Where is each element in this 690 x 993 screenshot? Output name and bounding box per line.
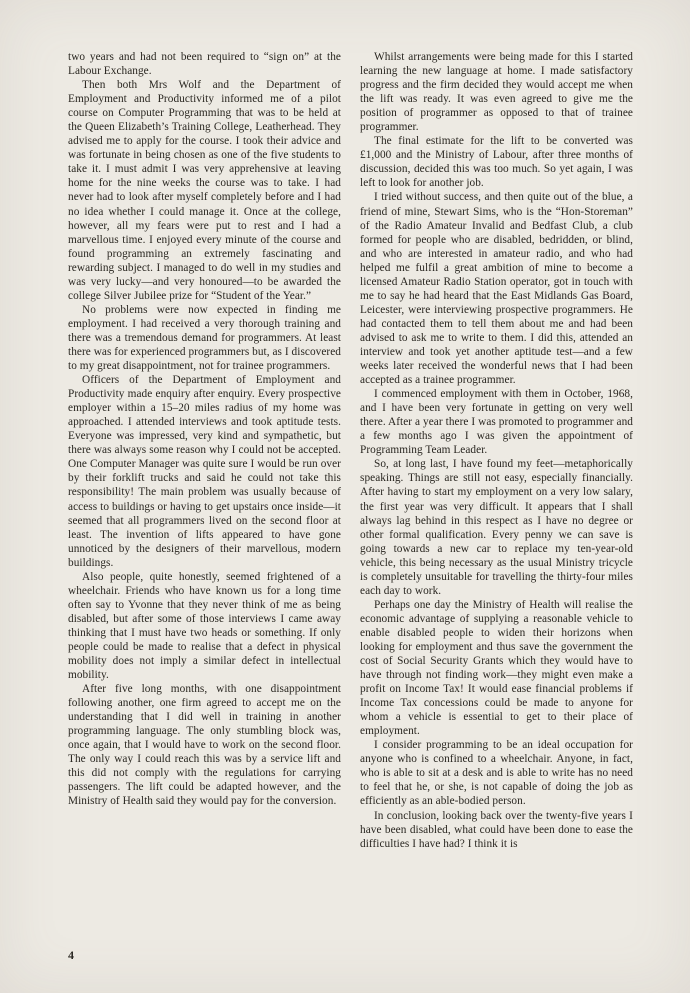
- text-columns: [68, 50, 633, 851]
- page-number: 4: [68, 948, 74, 962]
- paragraph: After five long months, with one disappointment following another, one firm agreed to accept me on the understanding that I did well in training in another programming language. The only stumbling block was, once again, that I would have to work on the second floor. The only way I could reach this was by a service lift and this did not comply with the regulations for carrying passengers. The lift could be adapted however, and the Ministry of Health said they would pay for the conversion.: [68, 683, 341, 808]
- left-column: [68, 50, 341, 851]
- paragraph: I commenced employment with them in October, 1968, and I have been very fortunate in getting on very well there. After a year there I was promoted to programmer and a few months ago I was given the appointment of Programming Team Leader.: [360, 388, 633, 457]
- paragraph: So, at long last, I have found my feet—metaphorically speaking. Things are still not easy, especially financially. After having to start my employment on a very low salary, the first year was very difficult. It appears that I shall always lag behind in this respect as I have no degree or other formal qualification. Every penny we can save is going towards a new car to replace my ten-year-old vehicle, this being necessary as the usual Ministry tricycle is completely unsuitable for travelling the thirty-four miles each day to work.: [360, 458, 633, 597]
- paragraph: I consider programming to be an ideal occupation for anyone who is confined to a wheelchair. Anyone, in fact, who is able to sit at a desk and is able to write has no need to feel that he, or she, is not capable of doing the job as efficiently as an able-bodied person.: [360, 739, 633, 808]
- paragraph: I tried without success, and then quite out of the blue, a friend of mine, Stewart Sims, who is the “Hon-Storeman” of the Radio Amateur Invalid and Bedfast Club, a club formed for people who are disabled, bedridden, or blind, and who are interested in amateur radio, and who had helped me fulfil a great ambition of mine to become a licensed Amateur Radio Station operator, got in touch with me to say he had heard that the East Midlands Gas Board, Leicester, were interviewing prospective programmers. He had contacted them to tell them about me and had been advised to ask me to write to them. I did this, attended an interview and took yet another aptitude test—and a few weeks later received the wonderful news that I had been accepted as a trainee programmer.: [360, 191, 633, 387]
- paragraph: Perhaps one day the Ministry of Health will realise the economic advantage of supplying a reasonable vehicle to enable disabled people to widen their horizons when looking for employment and thus save the government the cost of Social Security Grants which they would have to have through not finding work—they might even make a profit on Income Tax! It would ease financial problems if Income Tax concessions could be made to anyone for whom a vehicle is essential to get to their place of employment.: [360, 598, 633, 738]
- paragraph: two years and had not been required to “sign on” at the Labour Exchange.: [68, 51, 341, 78]
- right-column: [360, 50, 633, 851]
- paragraph: Whilst arrangements were being made for this I started learning the new language at home. I made satisfactory progress and the firm decided they would accept me when the lift was ready. It was even agreed to give me the position of programmer as opposed to that of trainee programmer.: [360, 51, 633, 134]
- paragraph: Then both Mrs Wolf and the Department of Employment and Productivity informed me of a pilot course on Computer Programming that was to be held at the Queen Elizabeth’s Training College, Leatherhead. They advised me to apply for the course. I took their advice and was fortunate in being chosen as one of the five students to take it. I must admit I was very apprehensive at leaving home for the nine weeks the course was to take. I had never had to look after myself completely before and I had no idea whether I could manage it. Once at the college, however, all my fears were put to rest and I had a marvellous time. I enjoyed every minute of the course and found programming an extremely fascinating and rewarding subject. I managed to do well in my studies and was very lucky—and very honoured—to be awarded the college Silver Jubilee prize for “Student of the Year.”: [68, 79, 341, 302]
- paragraph: No problems were now expected in finding me employment. I had received a very thorough training and there was a tremendous demand for programmers. At least there was for experienced programmers but, as I discovered to my great disappointment, not for trainee programmers.: [68, 303, 341, 373]
- paragraph: The final estimate for the lift to be converted was £1,000 and the Ministry of Labour, after three months of discussion, decided this was too much. So yet again, I was left to look for another job.: [360, 135, 633, 190]
- paragraph: In conclusion, looking back over the twenty-five years I have been disabled, what could have been done to ease the difficulties I have had? I think it is: [360, 809, 633, 850]
- paragraph: Also people, quite honestly, seemed frightened of a wheelchair. Friends who have known us for a long time often say to Yvonne that they never think of me as being disabled, but after some of those interviews I came away thinking that I must have two heads or something. If only people could be made to realise that a defect in physical mobility does not imply a similar defect in intellectual mobility.: [68, 570, 341, 682]
- paragraph: Officers of the Department of Employment and Productivity made enquiry after enquiry. Every prospective employer within a 15–20 miles radius of my home was approached. I attended interviews and took aptitude tests. Everyone was impressed, very kind and sympathetic, but there was always some reason why I could not be accepted. One Computer Manager was quite sure I would be run over by their forklift trucks and said he could not take this responsibility! The main problem was usually because of access to buildings or having to get upstairs once inside—it seemed that all programmers lived on the second floor at least. The invention of lifts appeared to have gone unnoticed by the designers of their marvellous, modern buildings.: [68, 374, 341, 569]
